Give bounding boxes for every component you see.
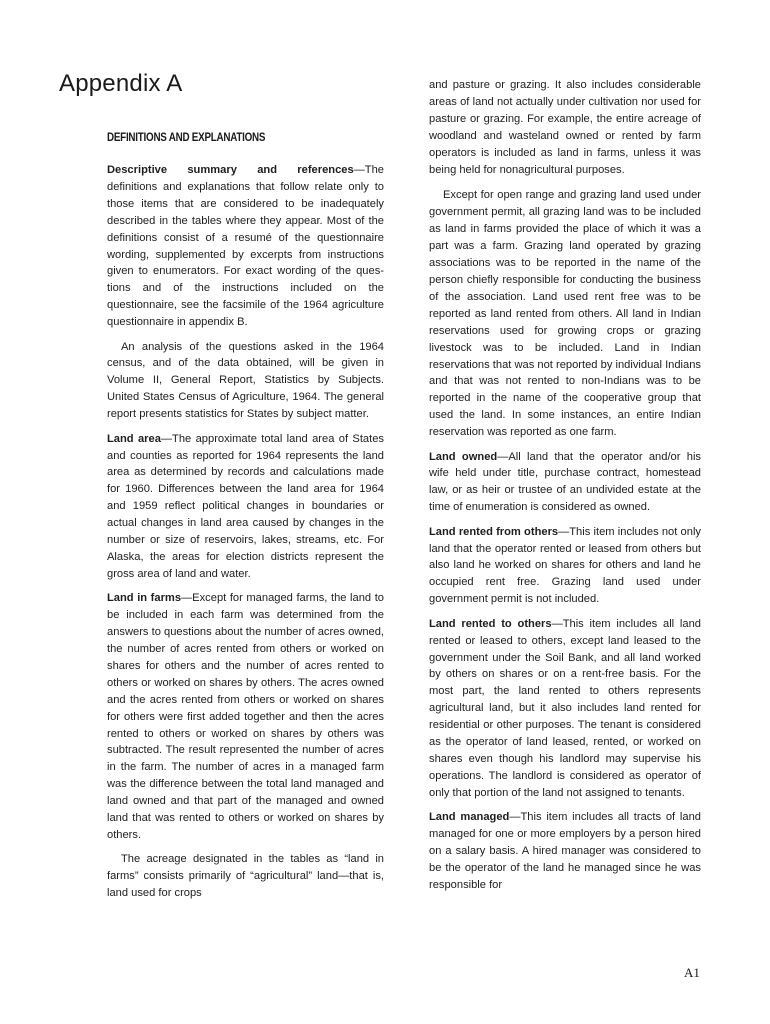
term-land-rented-to-others: Land rented to others bbox=[429, 617, 552, 630]
paragraph-land-managed bbox=[429, 809, 701, 894]
paragraph-land-owned bbox=[429, 449, 701, 517]
term-land-area: Land area bbox=[107, 432, 161, 445]
paragraph-text: and pasture or grazing. It also includes considerable areas of land not actually under cultivation nor used for pasture or grazing. For example, the entire acreage of woodland and wasteland owned or rented by farm operators is included as land in farms, unless it was being held for nonagricultural purposes. bbox=[429, 79, 701, 176]
page-title: Appendix A bbox=[59, 70, 183, 97]
paragraph-land-area bbox=[107, 431, 384, 583]
paragraph-open-range bbox=[429, 187, 701, 441]
paragraph-text: An analysis of the questions asked in the 1964 census, and of the data obtained, will be given in Volume II, General Report, Statistics by Subjects. United States Census of Agriculture, 1964. The general report presents statistics for States by subject matter. bbox=[107, 340, 384, 421]
term-land-owned: Land owned bbox=[429, 450, 498, 463]
term-land-rented-from-others: Land rented from others bbox=[429, 525, 559, 538]
paragraph-land-in-farms bbox=[107, 590, 384, 844]
paragraph-land-rented-to-others bbox=[429, 616, 701, 802]
paragraph-text: —All land that the operator and/or his wife held under title, purchase contract, homestead law, or as heir or trustee of an undivided estate at the time of enumeration is considered as owned. bbox=[429, 450, 701, 514]
paragraph-text: —This item includes all land rented or leased to others, except land leased to the government under the Soil Bank, and all land worked by others on shares or on a rent-free basis. For the most part, the land rented to others represents agricultural land, but it also includes land rented for residential or other purposes. The tenant is considered as the operator of land leased, rented, or worked on shares even though his landlord may supervise his operations. The landlord is considered as operator of only that portion of the land not assigned to tenants. bbox=[429, 617, 701, 799]
right-column bbox=[429, 77, 701, 901]
paragraph-text: —This item includes not only land that the operator rented or leased from others but also land he worked on shares for others and land he occupied rent free. Grazing land used under government permit is not included. bbox=[429, 525, 701, 606]
paragraph-continuation bbox=[429, 77, 701, 178]
paragraph-analysis bbox=[107, 339, 384, 424]
paragraph-text: The acreage designated in the tables as “land in farms” consists primarily of “agricultural” land—that is, land used for crops bbox=[107, 853, 384, 900]
page-number: A1 bbox=[684, 965, 700, 980]
term-descriptive-summary: Descriptive summary and references bbox=[107, 164, 354, 176]
term-land-in-farms: Land in farms bbox=[107, 592, 182, 605]
paragraph-text: —Except for managed farms, the land to be included in each farm was determined from the answers to questions about the number of acres owned, the number of acres rented from others or worked on shares for others and the number of acres rented to others or worked on shares by others. The acres owned and the acres rented from others or worked on shares for others were first added together and then the acres rented to others or worked on shares by others was subtracted. The result represented the number of acres in the farm. The number of acres in a managed farm was the difference between the total land managed and land owned and that part of the managed and owned land that was rented to others or worked on shares by others. bbox=[107, 592, 384, 841]
section-heading: DEFINITIONS AND EXPLANATIONS bbox=[107, 130, 266, 144]
paragraph-text: —This item includes all tracts of land managed for one or more employers by a person hired on a salary basis. A hired manager was considered to be the operator of the land he managed since he was responsible for bbox=[429, 811, 701, 891]
left-column bbox=[107, 162, 384, 910]
paragraph-acreage bbox=[107, 851, 384, 902]
paragraph-text: —The approximate total land area of States and counties as reported for 1964 represents the land area as determined by records and calculations made for 1960. Differences between the land area for 1964 and 1959 reflect political changes in boundaries or actual changes in land area caused by changes in the number or size of reservoirs, lakes, streams, etc. For Alaska, the areas for election districts represent the gross area of land and water. bbox=[107, 432, 384, 580]
paragraph-text: Except for open range and grazing land used under government permit, all grazing land was to be included as land in farms provided the place of which it was a part was a farm. Grazing land operated by grazing associations was to be reported in the name of the person chiefly responsible for conducting the business of the association. Land used rent free was to be reported as land rented from others. All land in Indian reservations used for growing crops or grazing livestock was to be included. Land in Indian reservations that was not reported by individual Indians and that was not rented to non-Indians was to be reported in the name of the cooperative group that used the land. In some instances, an entire Indian reservation was reported as one farm. bbox=[429, 189, 701, 439]
term-land-managed: Land managed bbox=[429, 811, 510, 824]
paragraph-descriptive-summary bbox=[107, 162, 384, 331]
paragraph-text: —The definitions and explanations that follow relate only to those items that are considered to be inadequately described in the tables where they appear. Most of the definitions consist of a resumé of the questionnaire wording, supplemented by excerpts from instructions given to enumerators. For exact wording of the questions and of the instructions included on the questionnaire, see the facsimile of the 1964 agriculture questionnaire in appendix B. bbox=[107, 164, 384, 329]
paragraph-land-rented-from-others bbox=[429, 524, 701, 609]
